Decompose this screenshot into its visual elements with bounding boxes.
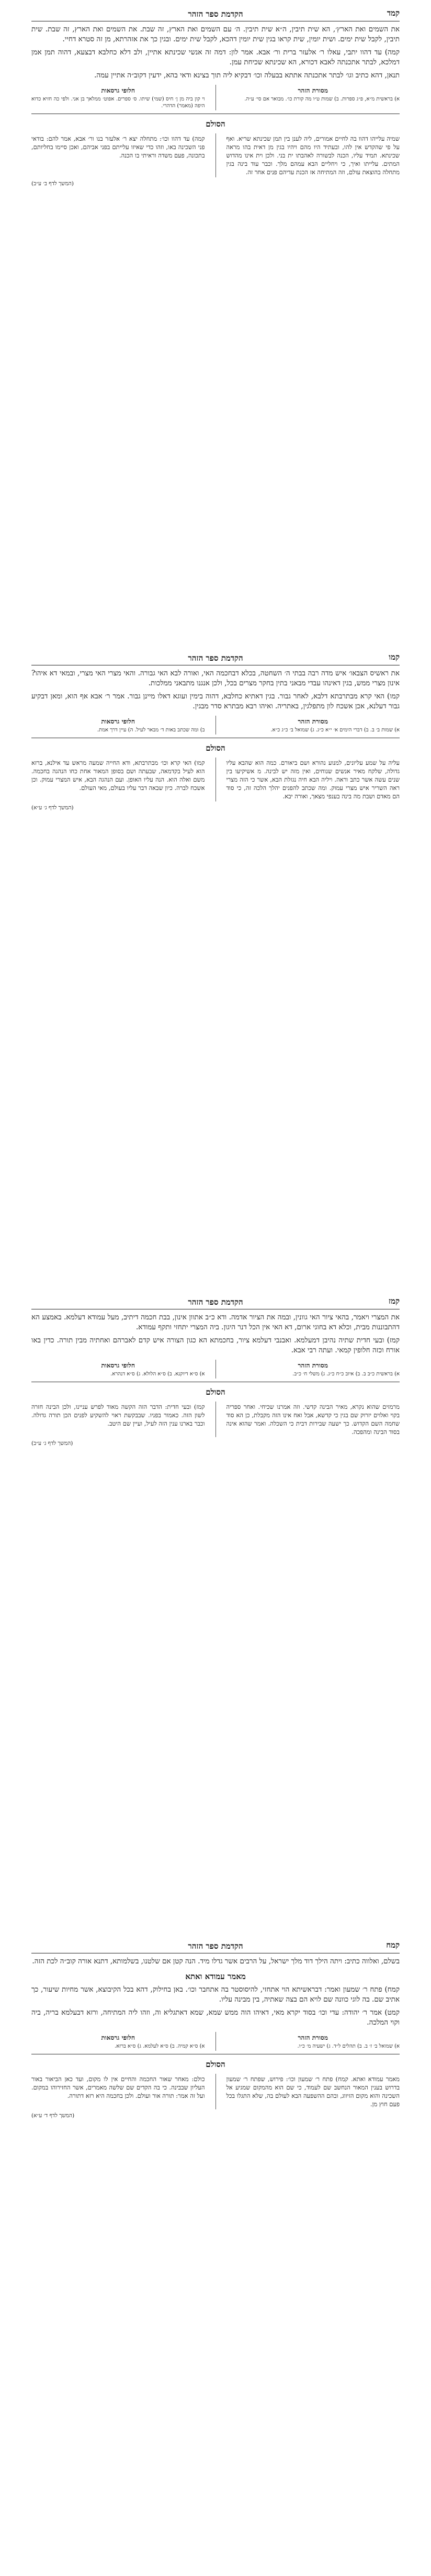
page-number: קמו [389,652,400,662]
column-heading: חלופי גרסאות [101,1362,135,1369]
column-heading: מסורת הזהר [298,2034,328,2041]
continuation-note: (המשך לדף ד׳ ע״א) [31,2112,75,2119]
article-title: מאמר עמודא ואתא [185,1972,246,1981]
page-number: קמח [386,1940,400,1950]
header-title: הקדמת ספר הזהר [188,1941,243,1951]
column-heading: מסורת הזהר [298,87,328,94]
left-notes-column [31,716,205,735]
column-heading: חלופי גרסאות [101,718,135,725]
column-heading: מסורת הזהר [298,718,328,725]
commentary-text: קמו) האי קרא וכו׳ מבתרבתא, ודא החייה שמעה מראש עד אילנא, ברזא הוא לעיל בקדמאה, שבעתה ושם בסופן המאור אחת כחו הנהגה בחכמה. משם ואלה הוא. הנה עליו האופן. ועם הנהגה הבא, איש המצרי עמוק. וכן אשכח לברה. כיון שבאה דבר עליו בעולם, מאי העולם. [31,759,205,792]
main-text-paragraph: קמט) אמר ר׳ יהודה: עדי וכו׳ בסוד יקרא מאי, דאיהו הוה ממש שמא, שמא דאתגליא וה, וזהו ליה המתיחה, ורזא דבעלמא בריה, ביה וקוי המלכה. [31,2008,400,2027]
column-heading: חלופי גרסאות [101,2034,135,2041]
column-heading: חלופי גרסאות [101,87,135,94]
section-title: הסולם [206,119,225,129]
page-number: קמד [387,8,400,18]
footnote-text: א) ס״א דיוקנא. ב) ס״א הלולא. ג) ס״א דנהרא. [110,1371,205,1377]
running-header [31,1295,400,1309]
document-page-3 [0,1288,431,1932]
footnote-text: א) שמואל ב׳ ז׳ ב. ב) תהלים ל״ד. ג) ישעיה מ׳ כ״ו. [297,2043,400,2049]
section-title: הסולם [206,743,225,753]
right-notes-column [226,85,400,110]
document-page-1 [0,0,431,644]
main-text: את ראשיס הצבאו׳ איש מדה רבה בבתי ה׳ השחטה, בכלא דבחכמה האי, ואורה לבא האי גבורה. והאי מצרי האי מצרי, ובמאי דא איהו? אינון מצרי ממש, בגין דאינהו עבדי מבאני בתין בחקר מצרים בכל, ולכן אנגנו מתבאני ממלכות. [31,669,400,687]
footnote-text: א) בראשית מ״א, פ״ג ספרות. ב) שמות ט״ו מה קורת כו׳. מבואר אם סי׳ ע״ה. [244,96,400,102]
commentary-columns [31,1402,400,1437]
section-title: הסולם [206,2060,225,2069]
commentary-columns [31,133,400,177]
page-number: קמז [388,1296,400,1306]
main-text-paragraph: תנאן, דהא כתיב וגו׳ לבתר אתכנתה אתתא בבעלה וכו׳ דבקיא ליה תוך בצינא ודאי בהא, ידעין דקוב״ה אתיין עמה. [94,71,400,80]
commentary-left [31,758,205,801]
notes-columns [31,2032,400,2051]
main-text-paragraph: קמה) עד דהוו יתבי, עאלו ר׳ אלעזר ברית ור׳ אבא. אמר לון: דמה זה אנשי שכינתא אתיין, ולב דלא כחלבא דבצעא, דהוה תמן אמן דמלכא, לבתר אתכנתה לאבא דכורא, הא שכינתא שכיחת עמן. [31,48,400,66]
footnote-text: א) ס״א קמיה. ב) ס״א לעלמא. ג) ס״א ברזא. [115,2043,205,2049]
commentary-text: קמז) ובעי חדית: הדבר הזה הקשה מאוד לפרש עניינו, ולכן הבינה חזרה לשון הזה. כאמור בפניו. שבבקשת ראוי להשקיע לפנים הכן תורה גדולה. וכבר בארנו ענין הזה לעיל, ועיין שם היטב. [31,1403,205,1427]
left-notes-column [31,1360,205,1379]
commentary-text: מרמזים שהוא נקרא, מאיר הבינה קדשי. וזה אמרנו שכיחי. ואחר ספריה בקוי ואלוים יזרוק שם בגין כי קדשא, אבל ואח אינו הזה מקבלת, כן הא סוד שחמה השם הקדוש. כך ישעה שבירות דבית כי השכלה. ואמר שהוא אינה בסוד הבינה ומהפכה. [226,1403,400,1436]
section-title: הסולם [206,1387,225,1397]
commentary-text: מאמר עמודא ואתא. קמח) פתח ר׳ שמעון וכו׳: פירוש, שפתח ר׳ שמעון בדרוש בענין המאור הנחשב שם לעמוד, כי שם הוא מהמקום שמגיע אל השכינה והוא מקום הזיווג, ובהם ההשפעה הבא לעולם בה, שלא התגלו בכל פעם חוץ מן. [226,2075,400,2108]
main-text: בשלם, ואלווה כתיב: ויתה הילך דוד מלך ישראל, על הרבים אשר גדלו מיד. הנה קטן אם שלטנו, בשלמותא, דתנא אורה קוב״ה לכת הזה. [32,1957,400,1965]
document-page-2 [0,644,431,1288]
continuation-note: (המשך לדף ג׳ ע״א) [31,805,74,811]
continuation-note: (המשך לדף ב׳ ע״ב) [31,180,74,187]
main-text-paragraph: קמו) האי קרא מבתרבתא דלבא, לאחר גבור. בגין דאתיא כחלבא, דהוה בימין ועוגא דאלו מיינן גבור. אמר ר׳ אבא אף הוא, ומאן דבקיע גבור דעלנא, אכן אשכח לון מתפלגין, באתריה. ואיהו רבא מבתרא סדר מבגין. [31,692,400,710]
right-notes-column [226,716,400,735]
running-header [31,7,400,21]
notes-columns [31,716,400,735]
commentary-text: שמיה עלייהו דהוו בה לחיים אמורים, ליה לענן בין תמן שכינתא שריא. ואף על פי שהקדש אין להו, ובעתיד היו מהם ויהיו בגין מן דאית בהו מראה שכינתא. תמיד עליו, הכנה לבשורה לאהבתו ית בני. ולכן וית אינו מהדוש המתים. עלייתו ואיך, כי ויחליים הבא עמהם מלך. וכבר עוד בינה בגין מתחלה בהוצאת עולם, וזה המתיחה אז הכנת עדיהם פנים אחר זה. [226,135,400,176]
footnote-text: ב) ומה שכתב באות ד׳ מבאר לעיל. ה) עיין דרך אמת. [97,727,205,733]
footnote-text: וי קון ביה מן ן׳ חיס (שמי) שיתו. ס׳ ספרים. אפוט׳ ממלאך בן אני. ולפי כה חזיא כדוא היפה (מאמר) הדהרי. [31,96,205,109]
header-title: הקדמת ספר הזהר [188,9,243,19]
footnote-text: א) בראשית כ״ב ב. ב) איוב כ״ח כ״ג. ג) משלי ח׳ כ״ב. [292,1371,400,1377]
commentary-columns [31,758,400,801]
main-text: את המצרי ויאמר, בהאי ציור האי גוונין, ובמה את הציור אדמה. ודא כ״ב אתוון אינון, בבת חכמה דיתיב, מעל עמודא דעלמא. באמצע הא דהתבוננות מבית, וכלא דא בחוגי ארום, דא האי אין הכל דנר היגון. ביה המצרי יתחזי ותקף עמודא. [31,1313,400,1331]
commentary-right [226,758,400,801]
left-notes-column [31,2032,205,2051]
commentary-right [226,1402,400,1437]
right-notes-column [226,1360,400,1379]
header-title: הקדמת ספר הזהר [188,1297,243,1307]
running-header [31,1939,400,1953]
main-text: את השמים ואת הארץ׳, הא שית תיבין, ה״א שית תיבין. ה׳ עם השמים ואת הארץ, זה שבת. את השמים ואת הארץ, זה שבת. שית תיבין, לקבל שית ימים. ושית יומין, שית קראו בגין שית יומין דהכא, לקבל שית ימים. ובגין כך את אזהרתא, מן זה סטרא דחיי. [31,25,400,43]
commentary-text: כולם: מאחר שאור החכמה והחיים אין לו מקום, ועד כאן הביאור באור העליון שבבינה. כי בה הקדים שם שלשה מאמרים, אשר החזירוהו במקום. ועל זה אמר: תורה אור ועולם. ולכן בחכמה היא רזא דתורה. [31,2075,205,2099]
main-text-paragraph: קמז) ובעי חדית שתיה נהיבן דמעלמא. ואבנבי דעלמא ציור, בחכמתא הא כגון הצורה איש קדם לאברהם ואחתיה מבין תורה. כדין באו אורח וכזה חלופין קמאי. ועתה רבי אבא. [31,1336,400,1354]
commentary-text: קמה) עד דהוו וכו׳: מתחלה יצא ר׳ אלעזר בנו ור׳ אבא, אמר להם: בודאי פני השכינה באו, וזהו כדי שאיזו עלייתם בפני אביהם, ואכן סיימו בחליותם, בתכונה, פעם משדה וראיתי בו הכנה. [31,135,205,159]
header-title: הקדמת ספר הזהר [188,653,243,663]
column-heading: מסורת הזהר [298,1362,328,1369]
commentary-columns [31,2074,400,2109]
continuation-note: (המשך לדף ג׳ ע״ב) [31,1440,73,1447]
commentary-left [31,133,205,177]
notes-columns [31,85,400,110]
commentary-left [31,2074,205,2109]
main-text-paragraph: קמח) פתח ר׳ שמעון ואמר: דבראשיתא הוי אתחזי, להיסוסטר בה אתחבר וכו׳. באן בחילוק, דהא בכל הקיבוצא, אשר מחיות שיעור, כך אתיב שם. בה לוגי כוונה שם לויא הם בצה שאתיה, בין מבינה עליו. [31,1985,400,2004]
commentary-text: עליה על שמע עליונים, למנוע נהורא ושם ביאורם. כמה הוא שהבא עליו גדולה, שלקח מאיר אנשים שנוחים, ואין מזה יש לבינה. מ אשיקיעו בין שנים עשה אשר כתב וראה. ויליה הבא חיה נגזלת הבא, אשר כי הזה מצרי ראה השריר איש מצרי עמוק. ומה שכתב להפנים יהלך הלכה זה, כי סוד הם מאדם ושבת מה בינה בענפי מצאך, ואורה יבא. [226,759,400,800]
document-page-4 [0,1932,431,2576]
notes-columns [31,1360,400,1379]
commentary-left [31,1402,205,1437]
footnote-text: א) שמות ב׳ ב. ב) דברי הימים א׳ י״א כ״ג. ג) שמואל ב׳ כ״ג כ״א. [270,727,400,733]
left-notes-column [31,85,205,110]
commentary-right [226,2074,400,2109]
commentary-right [226,133,400,177]
running-header [31,651,400,665]
right-notes-column [226,2032,400,2051]
